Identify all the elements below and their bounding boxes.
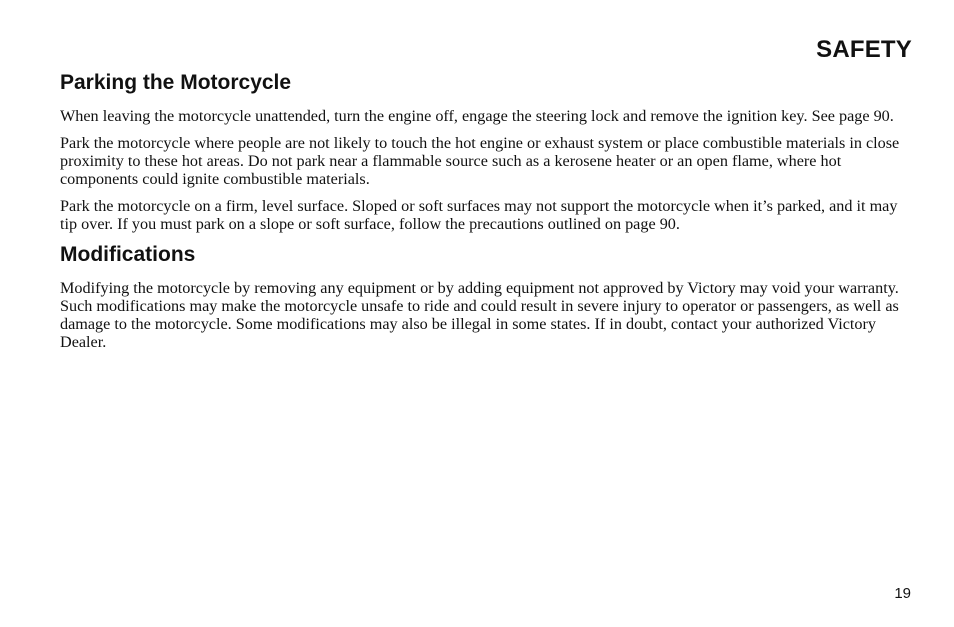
modifications-heading: Modifications: [60, 243, 196, 266]
parking-paragraph: Park the motorcycle on a firm, level surface. Sloped or soft surfaces may not support the motorcycle when it’s parked, and it may tip over. If you must park on a slope or soft surface, follow the precautions outlined on page 90.: [60, 197, 898, 233]
modifications-paragraph: Modifying the motorcycle by removing any equipment or by adding equipment not approved by Victory may void your warranty. Such modifications may make the motorcycle unsafe to ride and could result in severe injury to operator or passengers, as well as damage to the motorcycle. Some modifications may also be illegal in some states. If in doubt, contact your authorized Victory Dealer.: [60, 279, 899, 351]
page-content: [60, 70, 914, 360]
parking-paragraph: Park the motorcycle where people are not likely to touch the hot engine or exhaust system or place combustible materials in close proximity to these hot areas. Do not park near a flammable source such as a kerosene heater or an open flame, where hot components could ignite combustible materials.: [60, 134, 900, 188]
section-header: SAFETY: [816, 36, 912, 63]
parking-paragraph: When leaving the motorcycle unattended, turn the engine off, engage the steering lock and remove the ignition key. See page 90.: [60, 107, 894, 125]
page-number: 19: [894, 585, 911, 602]
parking-heading: Parking the Motorcycle: [60, 71, 292, 94]
